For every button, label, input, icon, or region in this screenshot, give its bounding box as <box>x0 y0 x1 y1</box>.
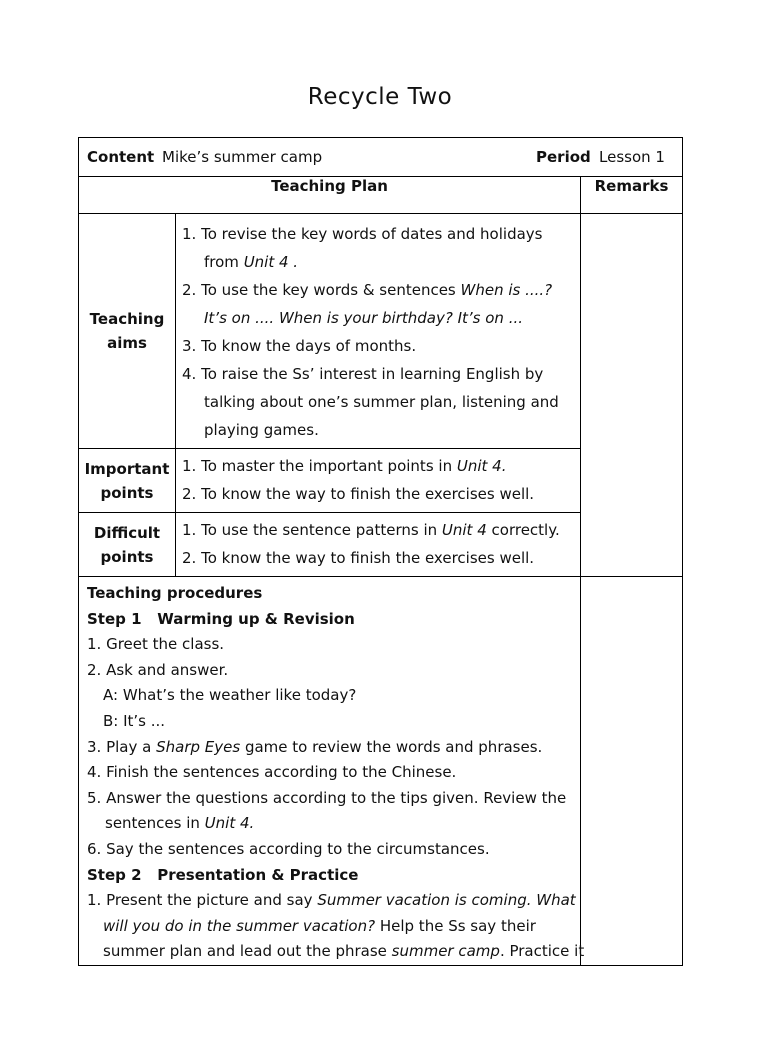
procedures-remarks-cell <box>581 577 683 966</box>
step-2-item-1-c <box>87 939 585 965</box>
important-point-2: 2. To know the way to finish the exercises well. <box>182 485 535 503</box>
difficult-points-label-line2: points <box>100 547 154 566</box>
step-1-item-6: 6. Say the sentences according to the circumstances. <box>87 839 490 858</box>
procedures-row <box>79 577 683 966</box>
step-1-item-3-text: 3. Play a <box>87 737 157 756</box>
aim-1-unit: Unit 4 . <box>243 253 299 271</box>
aim-1-line-b <box>182 248 576 276</box>
aim-2-text: 2. To use the key words & sentences <box>182 281 461 299</box>
difficult-points-list <box>176 513 581 577</box>
teaching-aims-label-line2: aims <box>107 334 147 352</box>
important-point-1-text: 1. To master the important points in <box>182 457 457 475</box>
important-points-label-line2: points <box>100 483 154 502</box>
step-1-item-5-unit: Unit 4. <box>204 814 255 833</box>
period-label: Period <box>536 148 591 166</box>
aim-4-line-a: 4. To raise the Ss’ interest in learning English by <box>182 365 544 383</box>
content-cell <box>79 138 683 177</box>
step-2-item-1-b <box>87 914 574 940</box>
important-point-1-unit: Unit 4. <box>456 457 507 475</box>
remarks-heading: Remarks <box>581 177 683 214</box>
step-1-dialogue-b: B: It’s ... <box>103 711 166 730</box>
plan-header-row <box>79 177 683 214</box>
step-1-item-5-a: 5. Answer the questions according to the tips given. Review the <box>87 788 567 807</box>
step-1-item-4: 4. Finish the sentences according to the Chinese. <box>87 763 457 782</box>
step-1-item-3-game: Sharp Eyes <box>156 737 241 756</box>
lesson-plan-table <box>78 137 683 966</box>
step-1-item-5-b <box>87 811 574 837</box>
step-2-item-1-quote: Summer vacation is coming. What <box>317 891 576 910</box>
step-1-item-3 <box>87 735 574 761</box>
content-value: Mike’s summer camp <box>162 148 323 166</box>
step-2-item-1-phrase: summer camp <box>391 942 500 961</box>
difficult-point-1-text: 1. To use the sentence patterns in <box>182 521 442 539</box>
aim-2-sentence: When is ....? <box>460 281 553 299</box>
aim-4-line-b: talking about one’s summer plan, listening and <box>204 393 559 411</box>
difficult-point-1-unit: Unit 4 <box>441 521 487 539</box>
step-1-item-3-end: game to review the words and phrases. <box>240 737 543 756</box>
step-1-item-1: 1. Greet the class. <box>87 635 225 654</box>
remarks-cell <box>581 214 683 577</box>
procedures-cell <box>79 577 585 966</box>
teaching-aims-label-line1: Teaching <box>89 310 165 328</box>
difficult-points-label <box>79 513 176 577</box>
teaching-aims-list <box>176 214 581 449</box>
difficult-points-label-line1: Difficult <box>93 523 161 542</box>
step-1-item-2: 2. Ask and answer. <box>87 660 229 679</box>
important-points-label-line1: Important <box>84 459 170 478</box>
difficult-point-2: 2. To know the way to finish the exercises well. <box>182 549 535 567</box>
aim-2-line-b: It’s on .... When is your birthday? It’s on ... <box>204 309 524 327</box>
step-2-item-1-lead: summer plan and lead out the phrase <box>103 942 392 961</box>
period-value: Lesson 1 <box>599 148 665 166</box>
difficult-point-1-end: correctly. <box>486 521 560 539</box>
step-1-heading: Step 1 Warming up & Revision <box>87 609 355 628</box>
teaching-plan-heading: Teaching Plan <box>79 177 581 214</box>
page-title: Recycle Two <box>307 84 453 110</box>
important-points-label <box>79 449 176 513</box>
step-2-item-1-practice: . Practice it <box>499 942 585 961</box>
step-2-item-1-question: will you do in the summer vacation? <box>103 916 376 935</box>
step-2-item-1-a <box>87 888 574 914</box>
teaching-aims-row <box>79 214 683 449</box>
important-points-list <box>176 449 581 513</box>
aim-2-line-a <box>182 276 576 304</box>
important-point-1 <box>182 452 576 480</box>
step-1-item-5-text: sentences in <box>105 814 205 833</box>
aim-4-line-c: playing games. <box>204 421 319 439</box>
aim-1-line-a: 1. To revise the key words of dates and holidays <box>182 225 543 243</box>
teaching-aims-label <box>79 214 176 449</box>
step-2-item-1-help: Help the Ss say their <box>375 916 536 935</box>
aim-3: 3. To know the days of months. <box>182 337 417 355</box>
difficult-point-1 <box>182 516 576 544</box>
step-1-dialogue-a: A: What’s the weather like today? <box>103 686 357 705</box>
aim-1-text: from <box>204 253 244 271</box>
procedures-heading: Teaching procedures <box>87 584 263 602</box>
step-2-item-1-text: 1. Present the picture and say <box>87 891 318 910</box>
content-row <box>79 138 683 177</box>
content-label: Content <box>87 148 155 166</box>
step-2-heading: Step 2 Presentation & Practice <box>87 865 359 884</box>
